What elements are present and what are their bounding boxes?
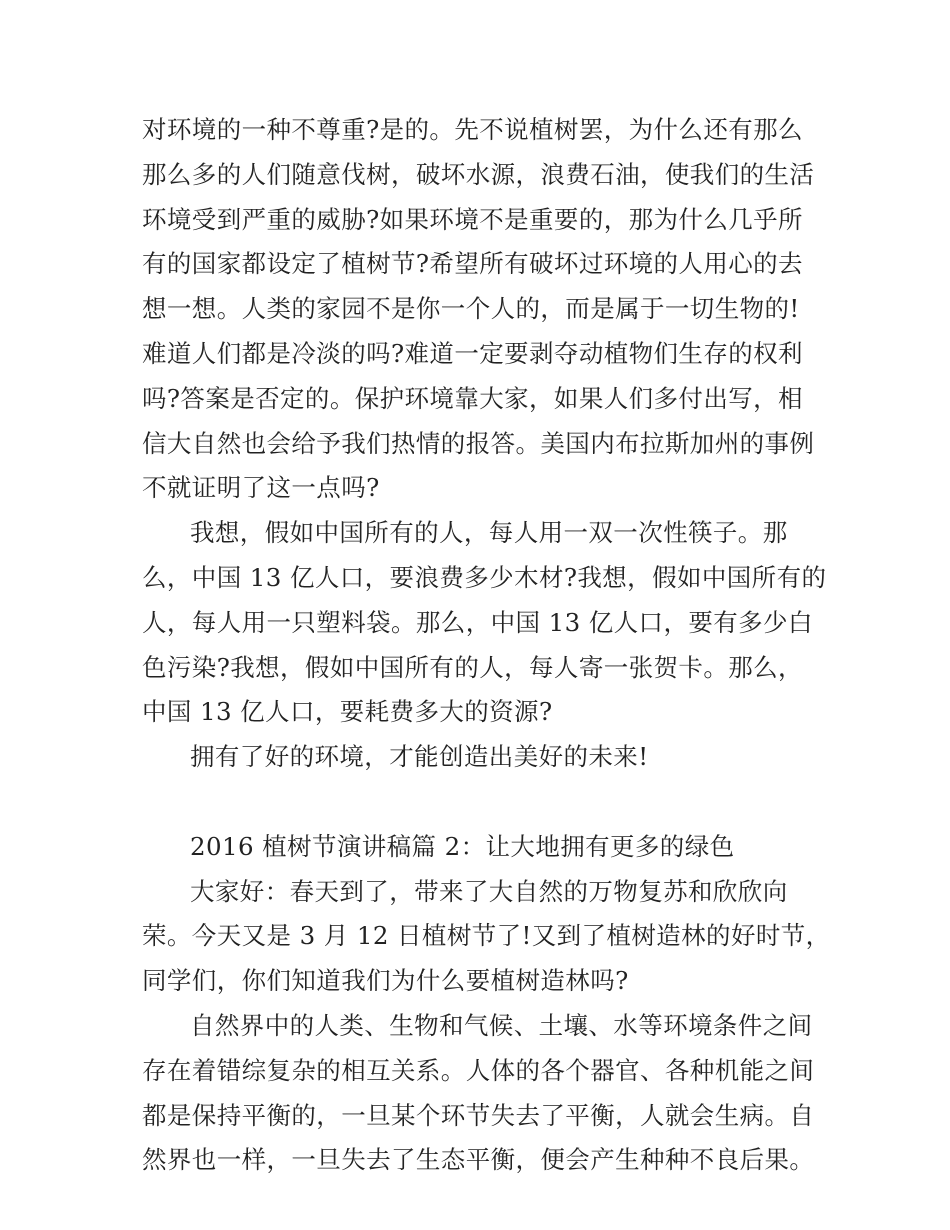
paragraph-first-line: 大家好：春天到了，带来了大自然的万物复苏和欣欣向 [190, 876, 788, 906]
text-line: 难道人们都是冷淡的吗?难道一定要剥夺动植物们生存的权利 [142, 338, 803, 368]
paragraph-first-line: 自然界中的人类、生物和气候、土壤、水等环境条件之间 [190, 1010, 813, 1040]
text-line: 存在着错综复杂的相互关系。人体的各个器官、各种机能之间 [142, 1055, 815, 1085]
document-body [142, 108, 831, 1183]
text-line: 色污染?我想，假如中国所有的人，每人寄一张贺卡。那么， [142, 652, 803, 682]
paragraph-first-line: 我想，假如中国所有的人，每人用一双一次性筷子。那 [190, 518, 788, 548]
text-line: 然界也一样，一旦失去了生态平衡，便会产生种种不良后果。 [142, 1145, 815, 1175]
section-heading: 2016 植树节演讲稿篇 2：让大地拥有更多的绿色 [190, 831, 735, 861]
text-line: 荣。今天又是 3 月 12 日植树节了!又到了植树造林的好时节， [142, 921, 831, 951]
text-line: 对环境的一种不尊重?是的。先不说植树罢，为什么还有那么 [142, 115, 803, 144]
blank-line [142, 780, 814, 825]
text-line: 那么多的人们随意伐树，破坏水源，浪费石油，使我们的生活 [142, 159, 815, 189]
paragraph-first-line: 拥有了好的环境，才能创造出美好的未来! [190, 742, 649, 772]
text-line: 有的国家都设定了植树节?希望所有破坏过环境的人用心的去 [142, 249, 803, 279]
text-line: 信大自然也会给予我们热情的报答。美国内布拉斯加州的事例 [142, 428, 815, 458]
text-line: 同学们，你们知道我们为什么要植树造林吗? [142, 966, 629, 996]
text-line: 想一想。人类的家园不是你一个人的，而是属于一切生物的! [142, 294, 800, 324]
text-line: 都是保持平衡的，一旦某个环节失去了平衡，人就会生病。自 [142, 1100, 815, 1130]
text-line: 么，中国 13 亿人口，要浪费多少木材?我想，假如中国所有的 [142, 562, 827, 592]
text-line: 环境受到严重的威胁?如果环境不是重要的，那为什么几乎所 [142, 204, 803, 234]
text-line: 吗?答案是否定的。保护环境靠大家，如果人们多付出写，相 [142, 383, 803, 413]
text-line: 中国 13 亿人口，要耗费多大的资源? [142, 697, 553, 727]
text-line: 不就证明了这一点吗? [142, 473, 380, 503]
text-line: 人，每人用一只塑料袋。那么，中国 13 亿人口，要有多少白 [142, 607, 813, 637]
